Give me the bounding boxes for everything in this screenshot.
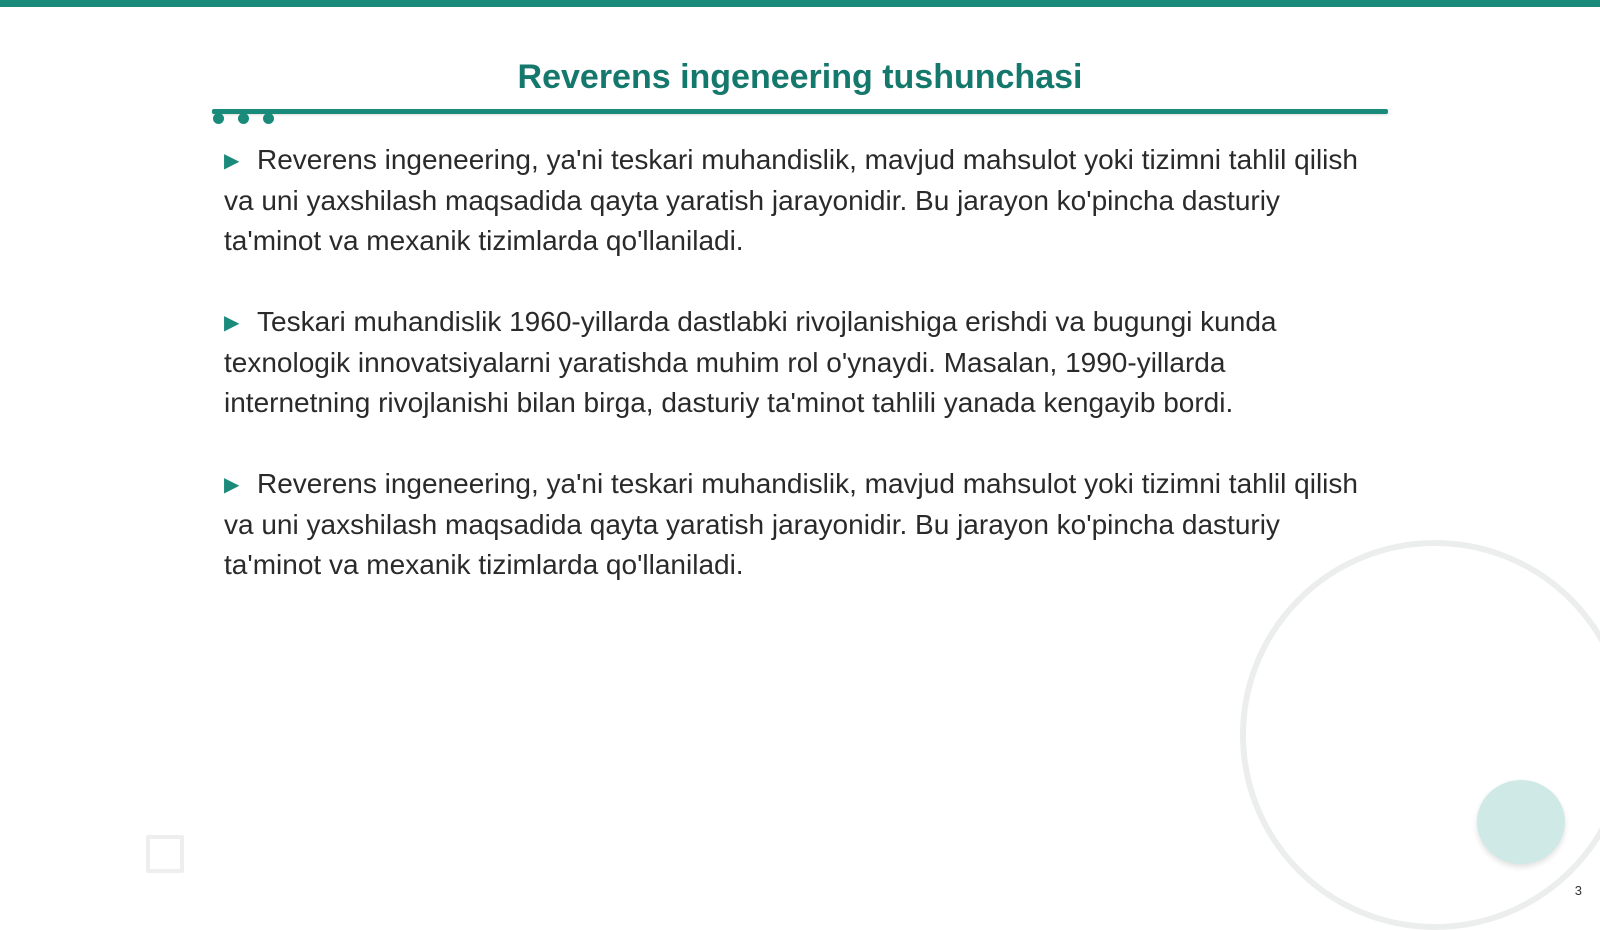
decorative-disc — [1477, 780, 1565, 864]
paragraph-text: Teskari muhandislik 1960-yillarda dastlabki rivojlanishiga erishdi va bugungi kunda texnologik innovatsiyalarni yaratishda muhim rol o'ynaydi. Masalan, 1990-yillarda internetning rivojlanishi bilan birga, dasturiy ta'minot tahlili yanada kengayib bordi. — [224, 306, 1277, 418]
bullet-paragraph — [224, 464, 1374, 585]
bullet-arrow-icon: ▶ — [224, 312, 240, 334]
paragraph-text: Reverens ingeneering, ya'ni teskari muhandislik, mavjud mahsulot yoki tizimni tahlil qilish va uni yaxshilash maqsadida qayta yaratish jarayonidir. Bu jarayon ko'pincha dasturiy ta'minot va mexanik tizimlarda qo'llaniladi. — [224, 144, 1358, 256]
decorative-ring — [1240, 540, 1600, 930]
top-accent-bar — [0, 0, 1600, 7]
page-number: 3 — [1574, 883, 1582, 898]
bullet-paragraph — [224, 302, 1374, 423]
slide-title: Reverens ingeneering tushunchasi — [517, 58, 1083, 96]
underline-dot — [213, 113, 224, 124]
slide-body — [224, 140, 1374, 626]
bullet-arrow-icon: ▶ — [224, 474, 240, 496]
paragraph-text: Reverens ingeneering, ya'ni teskari muhandislik, mavjud mahsulot yoki tizimni tahlil qilish va uni yaxshilash maqsadida qayta yaratish jarayonidir. Bu jarayon ko'pincha dasturiy ta'minot va mexanik tizimlarda qo'llaniladi. — [224, 468, 1358, 580]
bullet-paragraph — [224, 140, 1374, 261]
underline-dot — [238, 113, 249, 124]
bullet-arrow-icon: ▶ — [224, 150, 240, 172]
title-underline — [212, 109, 1388, 114]
decorative-square — [146, 835, 184, 873]
underline-dot — [263, 113, 274, 124]
